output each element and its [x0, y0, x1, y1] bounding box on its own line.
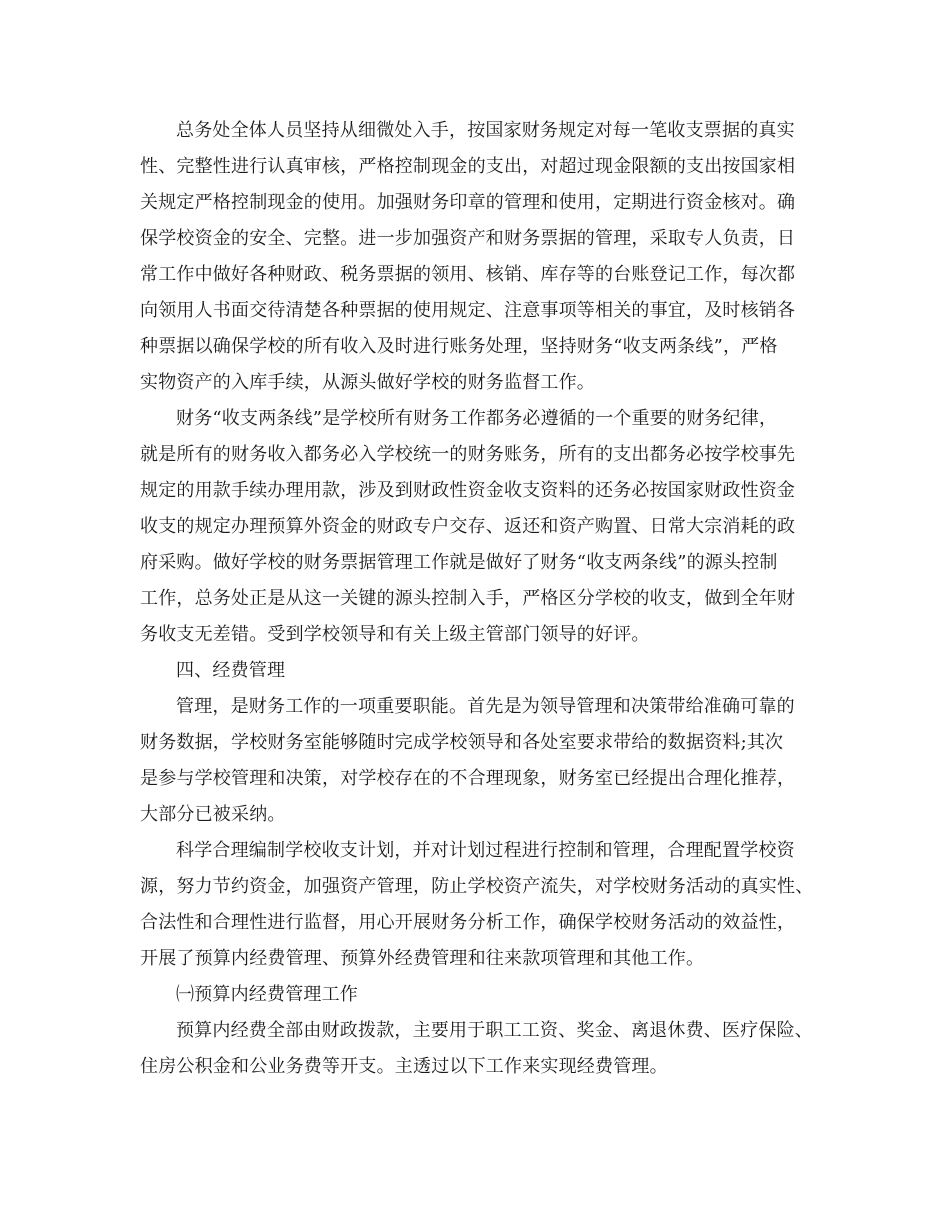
paragraph-3-line-2: 财务数据，学校财务室能够随时完成学校领导和各处室要求带给的数据资料;其次: [140, 732, 784, 753]
paragraph-5-line-2: 住房公积金和公业务费等开支。主透过以下工作来实现经费管理。: [140, 1056, 668, 1077]
paragraph-2-line-7: 务收支无差错。受到学校领导和有关上级主管部门领导的好评。: [140, 624, 650, 645]
paragraph-2-line-2: 就是所有的财务收入都务必入学校统一的财务账务，所有的支出都务必按学校事先: [140, 444, 796, 465]
paragraph-1-line-6: 向领用人书面交待清楚各种票据的使用规定、注意事项等相关的事宜，及时核销各: [140, 300, 796, 321]
paragraph-2-line-1: 财务“收支两条线”是学校所有财务工作都务必遵循的一个重要的财务纪律，: [176, 408, 778, 429]
paragraph-4-line-4: 开展了预算内经费管理、预算外经费管理和往来款项管理和其他工作。: [140, 948, 705, 969]
paragraph-4-line-2: 源，努力节约资金，加强资产管理，防止学校资产流失，对学校财务活动的真实性、: [140, 876, 814, 897]
paragraph-1-line-8: 实物资产的入库手续，从源头做好学校的财务监督工作。: [140, 372, 595, 393]
paragraph-1-line-5: 常工作中做好各种财政、税务票据的领用、核销、库存等的台账登记工作，每次都: [140, 264, 796, 285]
paragraph-3-line-3: 是参与学校管理和决策，对学校存在的不合理现象，财务室已经提出合理化推荐，: [140, 768, 796, 789]
paragraph-3-line-1: 管理，是财务工作的一项重要职能。首先是为领导管理和决策带给准确可靠的: [176, 696, 795, 717]
paragraph-4-line-3: 合法性和合理性进行监督，用心开展财务分析工作，确保学校财务活动的效益性，: [140, 912, 796, 933]
paragraph-3-line-4: 大部分已被采纳。: [140, 804, 286, 825]
section-heading: 四、经费管理: [176, 660, 286, 681]
paragraph-2-line-6: 工作，总务处正是从这一关键的源头控制入手，严格区分学校的收支，做到全年财: [140, 588, 796, 609]
paragraph-1-line-3: 关规定严格控制现金的使用。加强财务印章的管理和使用，定期进行资金核对。确: [140, 192, 796, 213]
paragraph-1-line-4: 保学校资金的安全、完整。进一步加强资产和财务票据的管理，采取专人负责，日: [140, 228, 796, 249]
paragraph-2-line-4: 收支的规定办理预算外资金的财政专户交存、返还和资产购置、日常大宗消耗的政: [140, 516, 796, 537]
paragraph-2-line-3: 规定的用款手续办理用款，涉及到财政性资金收支资料的还务必按国家财政性资金: [140, 480, 796, 501]
paragraph-1-line-2: 性、完整性进行认真审核，严格控制现金的支出，对超过现金限额的支出按国家相: [140, 156, 796, 177]
paragraph-1-line-1: 总务处全体人员坚持从细微处入手，按国家财务规定对每一笔收支票据的真实: [176, 120, 795, 141]
paragraph-1-line-7: 种票据以确保学校的所有收入及时进行账务处理，坚持财务“收支两条线”，严格: [140, 336, 778, 357]
subsection-heading: ㈠预算内经费管理工作: [176, 984, 358, 1005]
paragraph-2-line-5: 府采购。做好学校的财务票据管理工作就是做好了财务“收支两条线”的源头控制: [140, 552, 778, 573]
paragraph-5-line-1: 预算内经费全部由财政拨款，主要用于职工工资、奖金、离退休费、医疗保险、: [176, 1020, 813, 1041]
paragraph-4-line-1: 科学合理编制学校收支计划，并对计划过程进行控制和管理，合理配置学校资: [176, 840, 795, 861]
